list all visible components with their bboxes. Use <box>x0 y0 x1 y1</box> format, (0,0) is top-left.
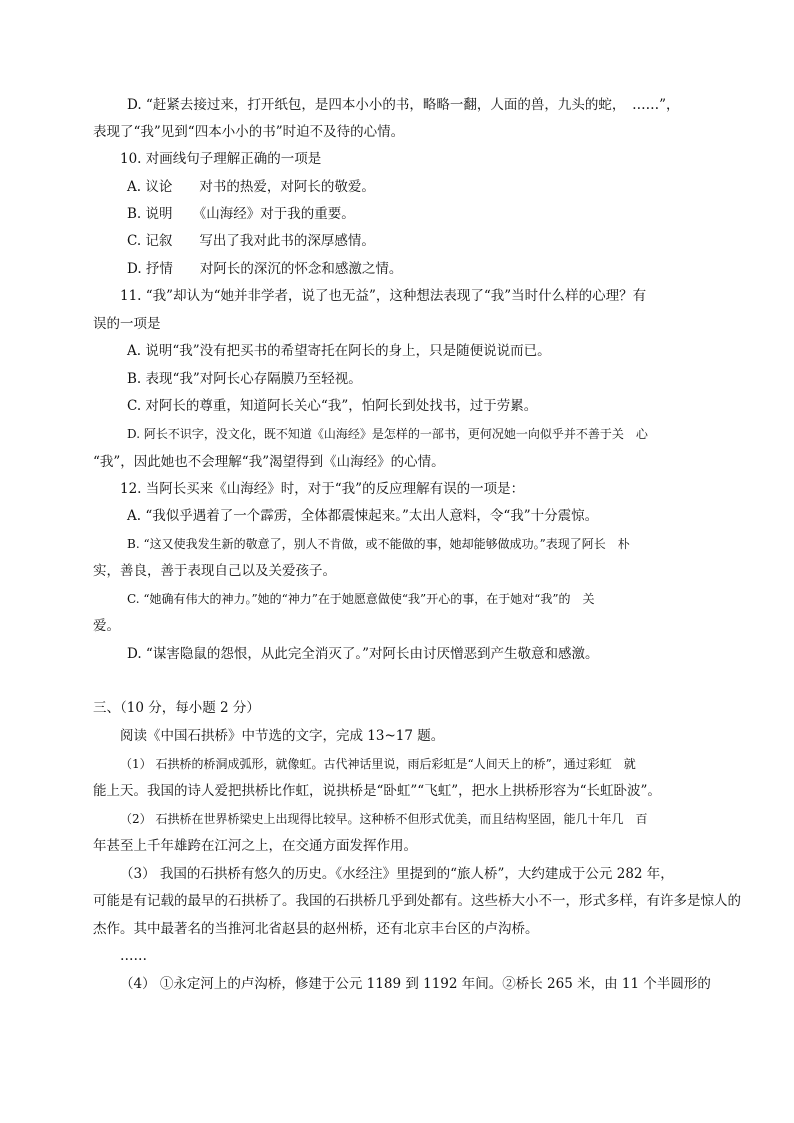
option-d: D. “谋害隐鼠的怨恨，从此完全消灭了。”对阿长由讨厌憎恶到产生敬意和感激。 <box>127 646 599 662</box>
section-heading: 三、（10 分，每小题 2 分） <box>93 700 260 716</box>
option-a: A. 议论 对书的热爱，对阿长的敬爱。 <box>127 179 375 195</box>
option-d: D. 抒情 对阿长的深沉的怀念和感激之情。 <box>127 261 403 277</box>
text-line: “我”，因此她也不会理解“我”渴望得到《山海经》的心情。 <box>93 454 445 470</box>
option-d: D. 阿长不识字，没文化，既不知道《山海经》是怎样的一部书，更何况她一向似乎并不善于关 心 <box>127 427 648 441</box>
option-b: B. 表现“我”对阿长心存隔膜乃至轻视。 <box>127 371 362 387</box>
option-a: A. “我似乎遇着了一个霹雳，全体都震悚起来。”太出人意料，令“我”十分震惊。 <box>127 508 599 524</box>
question-12: 12. 当阿长买来《山海经》时，对于“我”的反应理解有误的一项是： <box>120 481 525 497</box>
paragraph-3: （3） 我国的石拱桥有悠久的历史。《水经注》里提到的“旅人桥”，大约建成于公元 282 年， <box>120 866 674 882</box>
paragraph-1: （1） 石拱桥的桥洞成弧形，就像虹。古代神话里说，雨后彩虹是“人间天上的桥”，通过彩虹 就 <box>120 757 636 771</box>
text-line: 年甚至上千年雄跨在江河之上，在交通方面发挥作用。 <box>93 838 417 854</box>
text-line: 能上天。我国的诗人爱把拱桥比作虹，说拱桥是“卧虹”“飞虹”，把水上拱桥形容为“长虹卧波”。 <box>93 783 661 799</box>
text-line: 实，善良，善于表现自己以及关爱孩子。 <box>93 563 336 579</box>
paragraph-2: （2） 石拱桥在世界桥梁史上出现得比较早。这种桥不但形式优美，而且结构坚固，能几十年几 百 <box>120 812 648 826</box>
question-10: 10. 对画线句子理解正确的一项是 <box>120 151 322 167</box>
text-line: 误的一项是 <box>93 316 161 332</box>
option-c: C. 记叙 写出了我对此书的深厚感情。 <box>127 233 375 249</box>
option-b: B. “这又使我发生新的敬意了，别人不肯做，或不能做的事，她却能够做成功。”表现了阿长 朴 <box>127 537 630 551</box>
text-line: 爱。 <box>93 618 120 634</box>
option-b: B. 说明 《山海经》对于我的重要。 <box>127 206 355 222</box>
text-line: 杰作。其中最著名的当推河北省赵县的赵州桥，还有北京丰台区的卢沟桥。 <box>93 921 539 937</box>
option-c: C. “她确有伟大的神力。”她的“神力”在于她愿意做使“我”开心的事，在于她对“我”的 关 <box>127 592 595 606</box>
text-line: D. “赶紧去接过来，打开纸包，是四本小小的书，略略一翻，人面的兽，九头的蛇， ……”， <box>127 97 680 113</box>
ellipsis: …… <box>120 948 147 964</box>
reading-instruction: 阅读《中国石拱桥》中节选的文字，完成 13~17 题。 <box>120 728 445 744</box>
text-line: 可能是有记载的最早的石拱桥了。我国的石拱桥几乎到处都有。这些桥大小不一，形式多样，有许多是惊人的 <box>93 893 741 909</box>
option-a: A. 说明“我”没有把买书的希望寄托在阿长的身上，只是随便说说而已。 <box>127 343 551 359</box>
question-11: 11. “我”却认为“她并非学者，说了也无益”，这种想法表现了“我”当时什么样的心理？有 <box>120 288 647 304</box>
paragraph-4: （4） ①永定河上的卢沟桥，修建于公元 1189 到 1192 年间。②桥长 265 米，由 11 个半圆形的 <box>120 976 711 992</box>
option-c: C. 对阿长的尊重，知道阿长关心“我”，怕阿长到处找书，过于劳累。 <box>127 398 538 414</box>
text-line: 表现了“我”见到“四本小小的书”时迫不及待的心情。 <box>93 124 405 140</box>
